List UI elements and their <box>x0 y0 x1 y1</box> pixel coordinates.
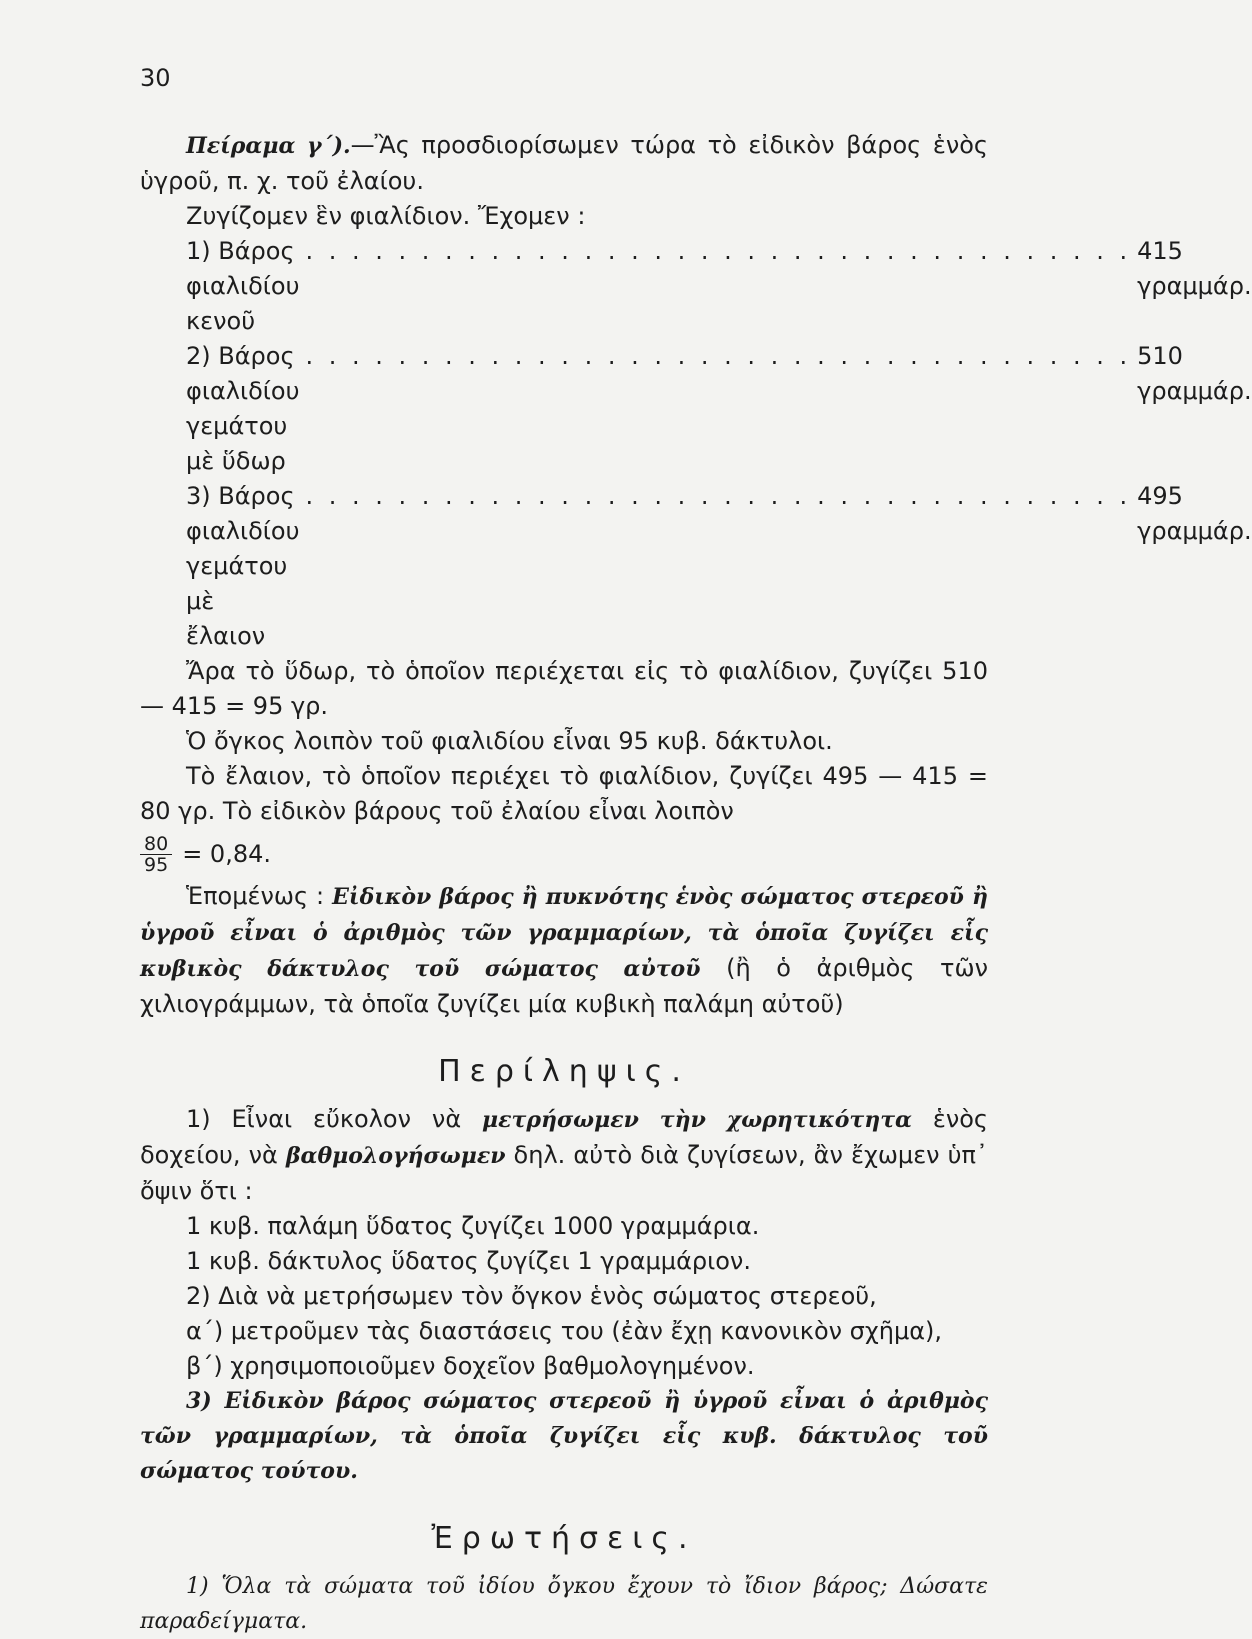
measurement-row-2: 2) Βάρος φιαλιδίου γεμάτου μὲ ὕδωρ . . . . . . . . . . . . . . . . . . . . . . . . . . . . . . . . . . . . 510 γραμμάρ. <box>140 339 988 479</box>
volume-paragraph: Ὁ ὄγκος λοιπὸν τοῦ φιαλιδίου εἶναι 95 κυβ. δάκτυλοι. <box>186 727 833 755</box>
fraction-line <box>140 829 988 879</box>
experiment-title: Πείραμα γ΄). <box>186 133 351 159</box>
fraction-numerator: 80 <box>140 834 172 855</box>
question-1: 1) Ὅλα τὰ σώματα τοῦ ἰδίου ὄγκου ἔχουν τὸ ἴδιον βάρος; Δώσατε παραδείγματα. <box>140 1574 988 1634</box>
fraction <box>140 834 172 875</box>
weigh-line: Ζυγίζομεν ἓν φιαλίδιον. Ἔχομεν : <box>186 202 586 230</box>
summary-heading: Περίληψις. <box>438 1054 690 1089</box>
summary-point-2a: α΄) μετροῦμεν τὰς διαστάσεις του (ἐὰν ἔχῃ κανονικὸν σχῆμα), <box>186 1317 943 1345</box>
dot-leader: . . . . . . . . . . . . . . . . . . . . . . . . . . . . . . . . . . . . <box>305 237 1132 265</box>
dot-leader: . . . . . . . . . . . . . . . . . . . . . . . . . . . . . . . . . . . . <box>305 342 1132 370</box>
oil-paragraph: Τὸ ἔλαιον, τὸ ὁποῖον περιέχει τὸ φιαλίδιον, ζυγίζει 495 — 415 = 80 γρ. Τὸ εἰδικὸν βάρους τοῦ ἐλαίου εἶναι λοιπὸν <box>140 762 988 825</box>
fraction-denominator: 95 <box>144 853 169 876</box>
questions-heading: Ἐρωτήσεις. <box>431 1521 697 1556</box>
summary-point-1: 1) Εἶναι εὔκολον νὰ μετρήσωμεν τὴν χωρητικότητα ἑνὸς δοχείου, νὰ βαθμολογήσωμεν δηλ. αὐτὸ διὰ ζυγίσεων, ἂν ἔχωμεν ὑπ᾽ ὄψιν ὅτι : <box>140 1105 988 1205</box>
summary-point-2b: β΄) χρησιμοποιοῦμεν δοχεῖον βαθμολογημένον. <box>186 1352 755 1380</box>
measurement-row-1: 1) Βάρος φιαλιδίου κενοῦ . . . . . . . . . . . . . . . . . . . . . . . . . . . . . . . . . . . . 415 γραμμάρ. <box>140 234 988 339</box>
page-number: 30 <box>140 64 171 92</box>
page-content <box>140 128 1252 1639</box>
definition-emphasis: Εἰδικὸν βάρος ἢ πυκνότης ἑνὸς σώματος στερεοῦ ἢ ὑγροῦ εἶναι ὁ ἀριθμὸς τῶν γραμμαρίων, τὰ ὁποῖα ζυγίζει εἷς κυβικὸς δάκτυλος τοῦ σώματος αὐτοῦ <box>140 884 988 982</box>
water-paragraph: Ἄρα τὸ ὕδωρ, τὸ ὁποῖον περιέχεται εἰς τὸ φιαλίδιον, ζυγίζει 510 — 415 = 95 γρ. <box>140 657 988 720</box>
summary-fact-1: 1 κυβ. παλάμη ὕδατος ζυγίζει 1000 γραμμάρια. <box>186 1212 760 1240</box>
summary-point-3: 3) Εἰδικὸν βάρος σώματος στερεοῦ ἢ ὑγροῦ εἶναι ὁ ἀριθμὸς τῶν γραμμαρίων, τὰ ὁποῖα ζυγίζει εἷς κυβ. δάκτυλος τοῦ σώματος τούτου. <box>140 1388 988 1484</box>
dot-leader: . . . . . . . . . . . . . . . . . . . . . . . . . . . . . . . . . . . . <box>305 482 1132 510</box>
definition-paragraph: Ἑπομένως : Εἰδικὸν βάρος ἢ πυκνότης ἑνὸς σώματος στερεοῦ ἢ ὑγροῦ εἶναι ὁ ἀριθμὸς τῶν γραμμαρίων, τὰ ὁποῖα ζυγίζει εἷς κυβικὸς δάκτυλος τοῦ σώματος αὐτοῦ (ἢ ὁ ἀριθμὸς τῶν χιλιογράμμων, τὰ ὁποῖα ζυγίζει μία κυβικὴ παλάμη αὐτοῦ) <box>140 882 989 1018</box>
summary-fact-2: 1 κυβ. δάκτυλος ὕδατος ζυγίζει 1 γραμμάριον. <box>186 1247 751 1275</box>
summary-point-2: 2) Διὰ νὰ μετρήσωμεν τὸν ὄγκον ἑνὸς σώματος στερεοῦ, <box>186 1282 877 1310</box>
fraction-result: = 0,84. <box>182 840 271 868</box>
measurement-row-3: 3) Βάρος φιαλιδίου γεμάτου μὲ ἔλαιον . . . . . . . . . . . . . . . . . . . . . . . . . . . . . . . . . . . . 495 γραμμάρ. <box>140 479 988 654</box>
experiment-intro: Πείραμα γ΄).—Ἂς προσδιορίσωμεν τώρα τὸ εἰδικὸν βάρος ἑνὸς ὑγροῦ, π. χ. τοῦ ἐλαίου. <box>140 131 988 195</box>
